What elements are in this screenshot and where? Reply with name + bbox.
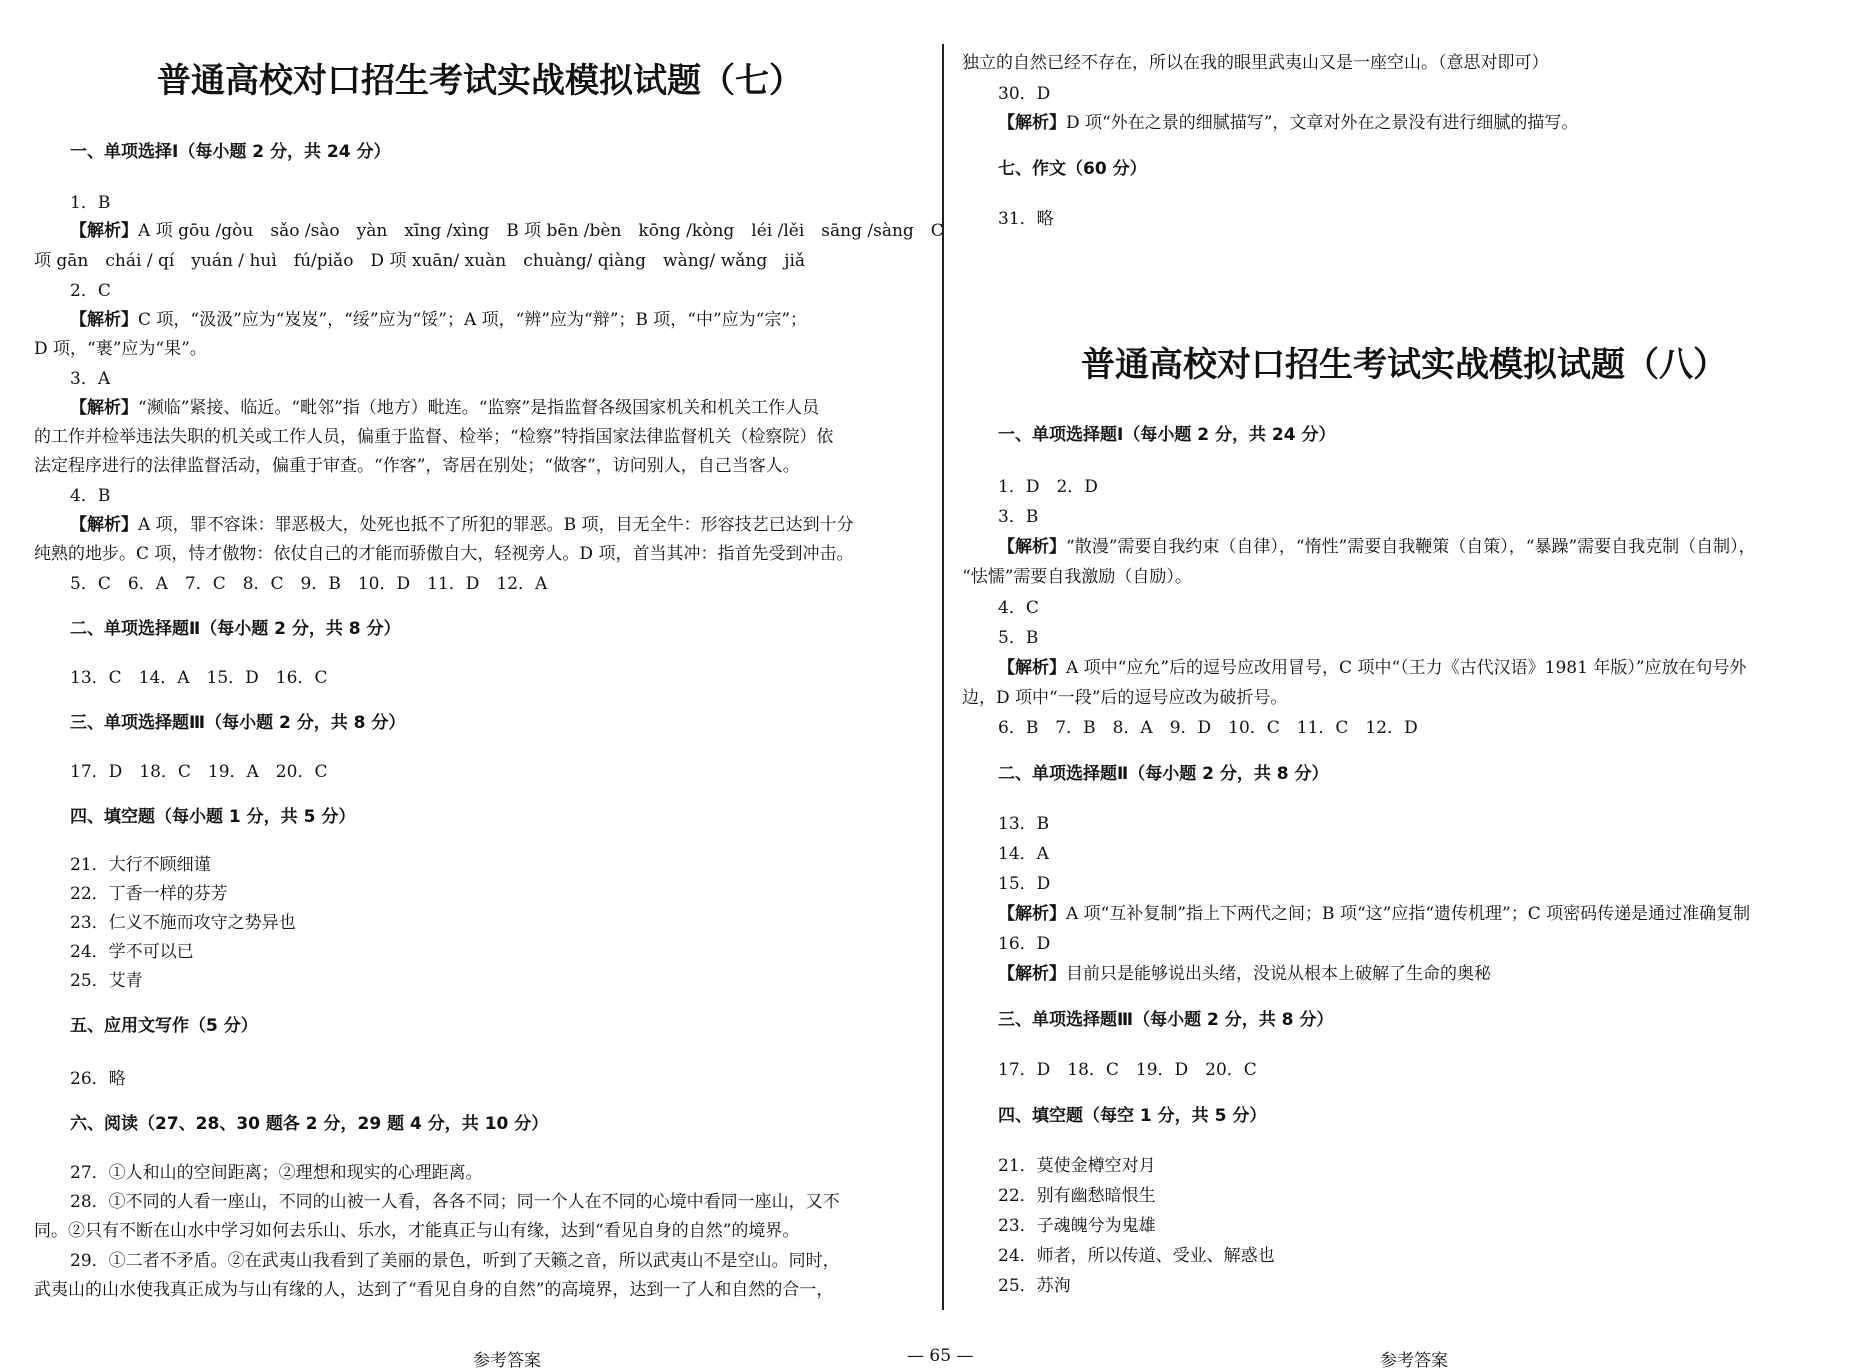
analysis-text: “散漫”需要自我约束（自律），“惰性”需要自我鞭策（自策），“暴躁”需要自我克制（自制）， bbox=[1066, 537, 1756, 557]
answer-line: 3．A bbox=[70, 369, 111, 389]
exam-title-7: 普通高校对口招生考试实战模拟试题（七） bbox=[157, 61, 803, 101]
answer-line: 1．B bbox=[70, 193, 111, 213]
analysis-line bbox=[998, 903, 1750, 925]
answer-line: 23．仁义不施而攻守之势异也 bbox=[70, 913, 296, 933]
answer-line: 21．大行不顾细谨 bbox=[70, 855, 211, 875]
analysis-tag: 【解析】 bbox=[998, 658, 1066, 678]
answer-line: 同。②只有不断在山水中学习如何去乐山、乐水，才能真正与山有缘，达到“看见自身的自然”的境界。 bbox=[34, 1221, 800, 1241]
answer-line: 30．D bbox=[998, 84, 1051, 104]
answer-line: 16．D bbox=[998, 934, 1051, 954]
analysis-tag: 【解析】 bbox=[70, 310, 138, 330]
answer-line: 5．C 6．A 7．C 8．C 9．B 10．D 11．D 12．A bbox=[70, 574, 548, 594]
answer-line: 6．B 7．B 8．A 9．D 10．C 11．C 12．D bbox=[998, 718, 1418, 738]
answer-line: 26．略 bbox=[70, 1069, 126, 1089]
analysis-text: A 项，罪不容诛：罪恶极大，处死也抵不了所犯的罪恶。B 项，目无全牛：形容技艺已达到十分 bbox=[138, 515, 854, 535]
analysis-tag: 【解析】 bbox=[998, 904, 1066, 924]
section-heading: 五、应用文写作（5 分） bbox=[70, 1016, 258, 1036]
analysis-line: 法定程序进行的法律监督活动，偏重于审查。“作客”，寄居在别处；“做客”，访问别人，自己当客人。 bbox=[34, 456, 800, 476]
footer-right-label: 参考答案 bbox=[1380, 1351, 1448, 1371]
analysis-line: 边，D 项中“一段”后的逗号应改为破折号。 bbox=[962, 688, 1288, 708]
analysis-text: “濒临”紧接、临近。“毗邻”指（地方）毗连。“监察”是指监督各级国家机关和机关工作人员 bbox=[138, 398, 820, 418]
answer-line: 23．子魂魄兮为鬼雄 bbox=[998, 1216, 1156, 1236]
section-heading: 四、填空题（每小题 1 分，共 5 分） bbox=[70, 807, 356, 827]
answer-line: 武夷山的山水使我真正成为与山有缘的人，达到了“看见自身的自然”的高境界，达到一了人和自然的合一， bbox=[34, 1280, 834, 1300]
section-heading: 二、单项选择题Ⅱ（每小题 2 分，共 8 分） bbox=[998, 764, 1329, 784]
answer-line: 28．①不同的人看一座山，不同的山被一人看，各各不同；同一个人在不同的心境中看同一座山，又不 bbox=[70, 1192, 840, 1212]
answer-line: 15．D bbox=[998, 874, 1051, 894]
analysis-text: A 项 gōu /gòu sǎo /sào yàn xīng /xìng B 项 bēn /bèn kōng /kòng léi /lěi sāng /sàng C bbox=[138, 221, 944, 241]
analysis-text: A 项中“应允”后的逗号应改用冒号，C 项中“（王力《古代汉语》1981 年版）”应放在句号外 bbox=[1066, 658, 1747, 678]
exam-title-8: 普通高校对口招生考试实战模拟试题（八） bbox=[1081, 345, 1727, 385]
section-heading: 一、单项选择Ⅰ（每小题 2 分，共 24 分） bbox=[70, 142, 391, 162]
analysis-text: D 项“外在之景的细腻描写”，文章对外在之景没有进行细腻的描写。 bbox=[1066, 113, 1579, 133]
answer-line: 27．①人和山的空间距离；②理想和现实的心理距离。 bbox=[70, 1163, 483, 1183]
section-heading: 三、单项选择题Ⅲ（每小题 2 分，共 8 分） bbox=[70, 713, 406, 733]
analysis-line bbox=[70, 514, 854, 536]
page-number: — 65 — bbox=[907, 1346, 974, 1366]
answer-line: 17．D 18．C 19．D 20．C bbox=[998, 1060, 1257, 1080]
analysis-line: 的工作并检举违法失职的机关或工作人员，偏重于监督、检举；“检察”特指国家法律监督机关（检察院）依 bbox=[34, 427, 834, 447]
footer-left-label: 参考答案 bbox=[473, 1351, 541, 1371]
analysis-tag: 【解析】 bbox=[998, 964, 1066, 984]
section-heading: 三、单项选择题Ⅲ（每小题 2 分，共 8 分） bbox=[998, 1010, 1334, 1030]
analysis-line bbox=[998, 657, 1747, 679]
analysis-text: A 项“互补复制”指上下两代之间；B 项“这”应指“遗传机理”；C 项密码传递是通过准确复制 bbox=[1066, 904, 1751, 924]
answer-line: 3．B bbox=[998, 507, 1039, 527]
answer-line: 13．B bbox=[998, 814, 1050, 834]
analysis-tag: 【解析】 bbox=[70, 515, 138, 535]
answer-line: 24．学不可以已 bbox=[70, 942, 194, 962]
answer-line: 22．别有幽愁暗恨生 bbox=[998, 1186, 1156, 1206]
section-heading: 四、填空题（每空 1 分，共 5 分） bbox=[998, 1106, 1267, 1126]
answer-line: 5．B bbox=[998, 628, 1039, 648]
analysis-line: D 项，“裹”应为“果”。 bbox=[34, 339, 207, 359]
answer-line: 独立的自然已经不存在，所以在我的眼里武夷山又是一座空山。（意思对即可） bbox=[962, 53, 1549, 73]
analysis-tag: 【解析】 bbox=[998, 113, 1066, 133]
answer-line: 1．D 2．D bbox=[998, 477, 1098, 497]
answer-line: 24．师者，所以传道、受业、解惑也 bbox=[998, 1246, 1275, 1266]
analysis-line bbox=[998, 963, 1491, 985]
answer-line: 4．C bbox=[998, 598, 1039, 618]
answer-line: 17．D 18．C 19．A 20．C bbox=[70, 762, 328, 782]
analysis-line: “怯懦”需要自我激励（自励）。 bbox=[962, 567, 1192, 587]
answer-line: 4．B bbox=[70, 486, 111, 506]
analysis-line bbox=[998, 536, 1756, 558]
answer-line: 22．丁香一样的芬芳 bbox=[70, 884, 228, 904]
analysis-tag: 【解析】 bbox=[998, 537, 1066, 557]
answer-line: 25．苏洵 bbox=[998, 1276, 1071, 1296]
answer-line: 25．艾青 bbox=[70, 971, 143, 991]
analysis-line: 纯熟的地步。C 项，恃才傲物：依仗自己的才能而骄傲自大，轻视旁人。D 项，首当其冲：指首先受到冲击。 bbox=[34, 544, 854, 564]
analysis-line bbox=[70, 309, 807, 331]
analysis-line: 项 gān chái / qí yuán / huì fú/piǎo D 项 xuān/ xuàn chuàng/ qiàng wàng/ wǎng jiǎ bbox=[34, 251, 806, 271]
analysis-line bbox=[998, 112, 1578, 134]
analysis-text: 目前只是能够说出头绪，没说从根本上破解了生命的奥秘 bbox=[1066, 964, 1491, 984]
section-heading: 七、作文（60 分） bbox=[998, 159, 1147, 179]
analysis-text: C 项，“汲汲”应为“岌岌”，“绥”应为“馁”；A 项，“辨”应为“辩”；B 项，“中”应为“宗”； bbox=[138, 310, 808, 330]
answer-line: 29．①二者不矛盾。②在武夷山我看到了美丽的景色，听到了天籁之音，所以武夷山不是空山。同时， bbox=[70, 1251, 840, 1271]
answer-line: 13．C 14．A 15．D 16．C bbox=[70, 668, 328, 688]
answer-line: 21．莫使金樽空对月 bbox=[998, 1156, 1156, 1176]
answer-line: 31．略 bbox=[998, 209, 1054, 229]
analysis-line bbox=[70, 397, 819, 419]
section-heading: 一、单项选择题Ⅰ（每小题 2 分，共 24 分） bbox=[998, 425, 1336, 445]
section-heading: 六、阅读（27、28、30 题各 2 分，29 题 4 分，共 10 分） bbox=[70, 1114, 549, 1134]
analysis-tag: 【解析】 bbox=[70, 398, 138, 418]
section-heading: 二、单项选择题Ⅱ（每小题 2 分，共 8 分） bbox=[70, 619, 401, 639]
answer-line: 14．A bbox=[998, 844, 1049, 864]
analysis-line bbox=[70, 220, 944, 242]
analysis-tag: 【解析】 bbox=[70, 221, 138, 241]
answer-line: 2．C bbox=[70, 281, 111, 301]
